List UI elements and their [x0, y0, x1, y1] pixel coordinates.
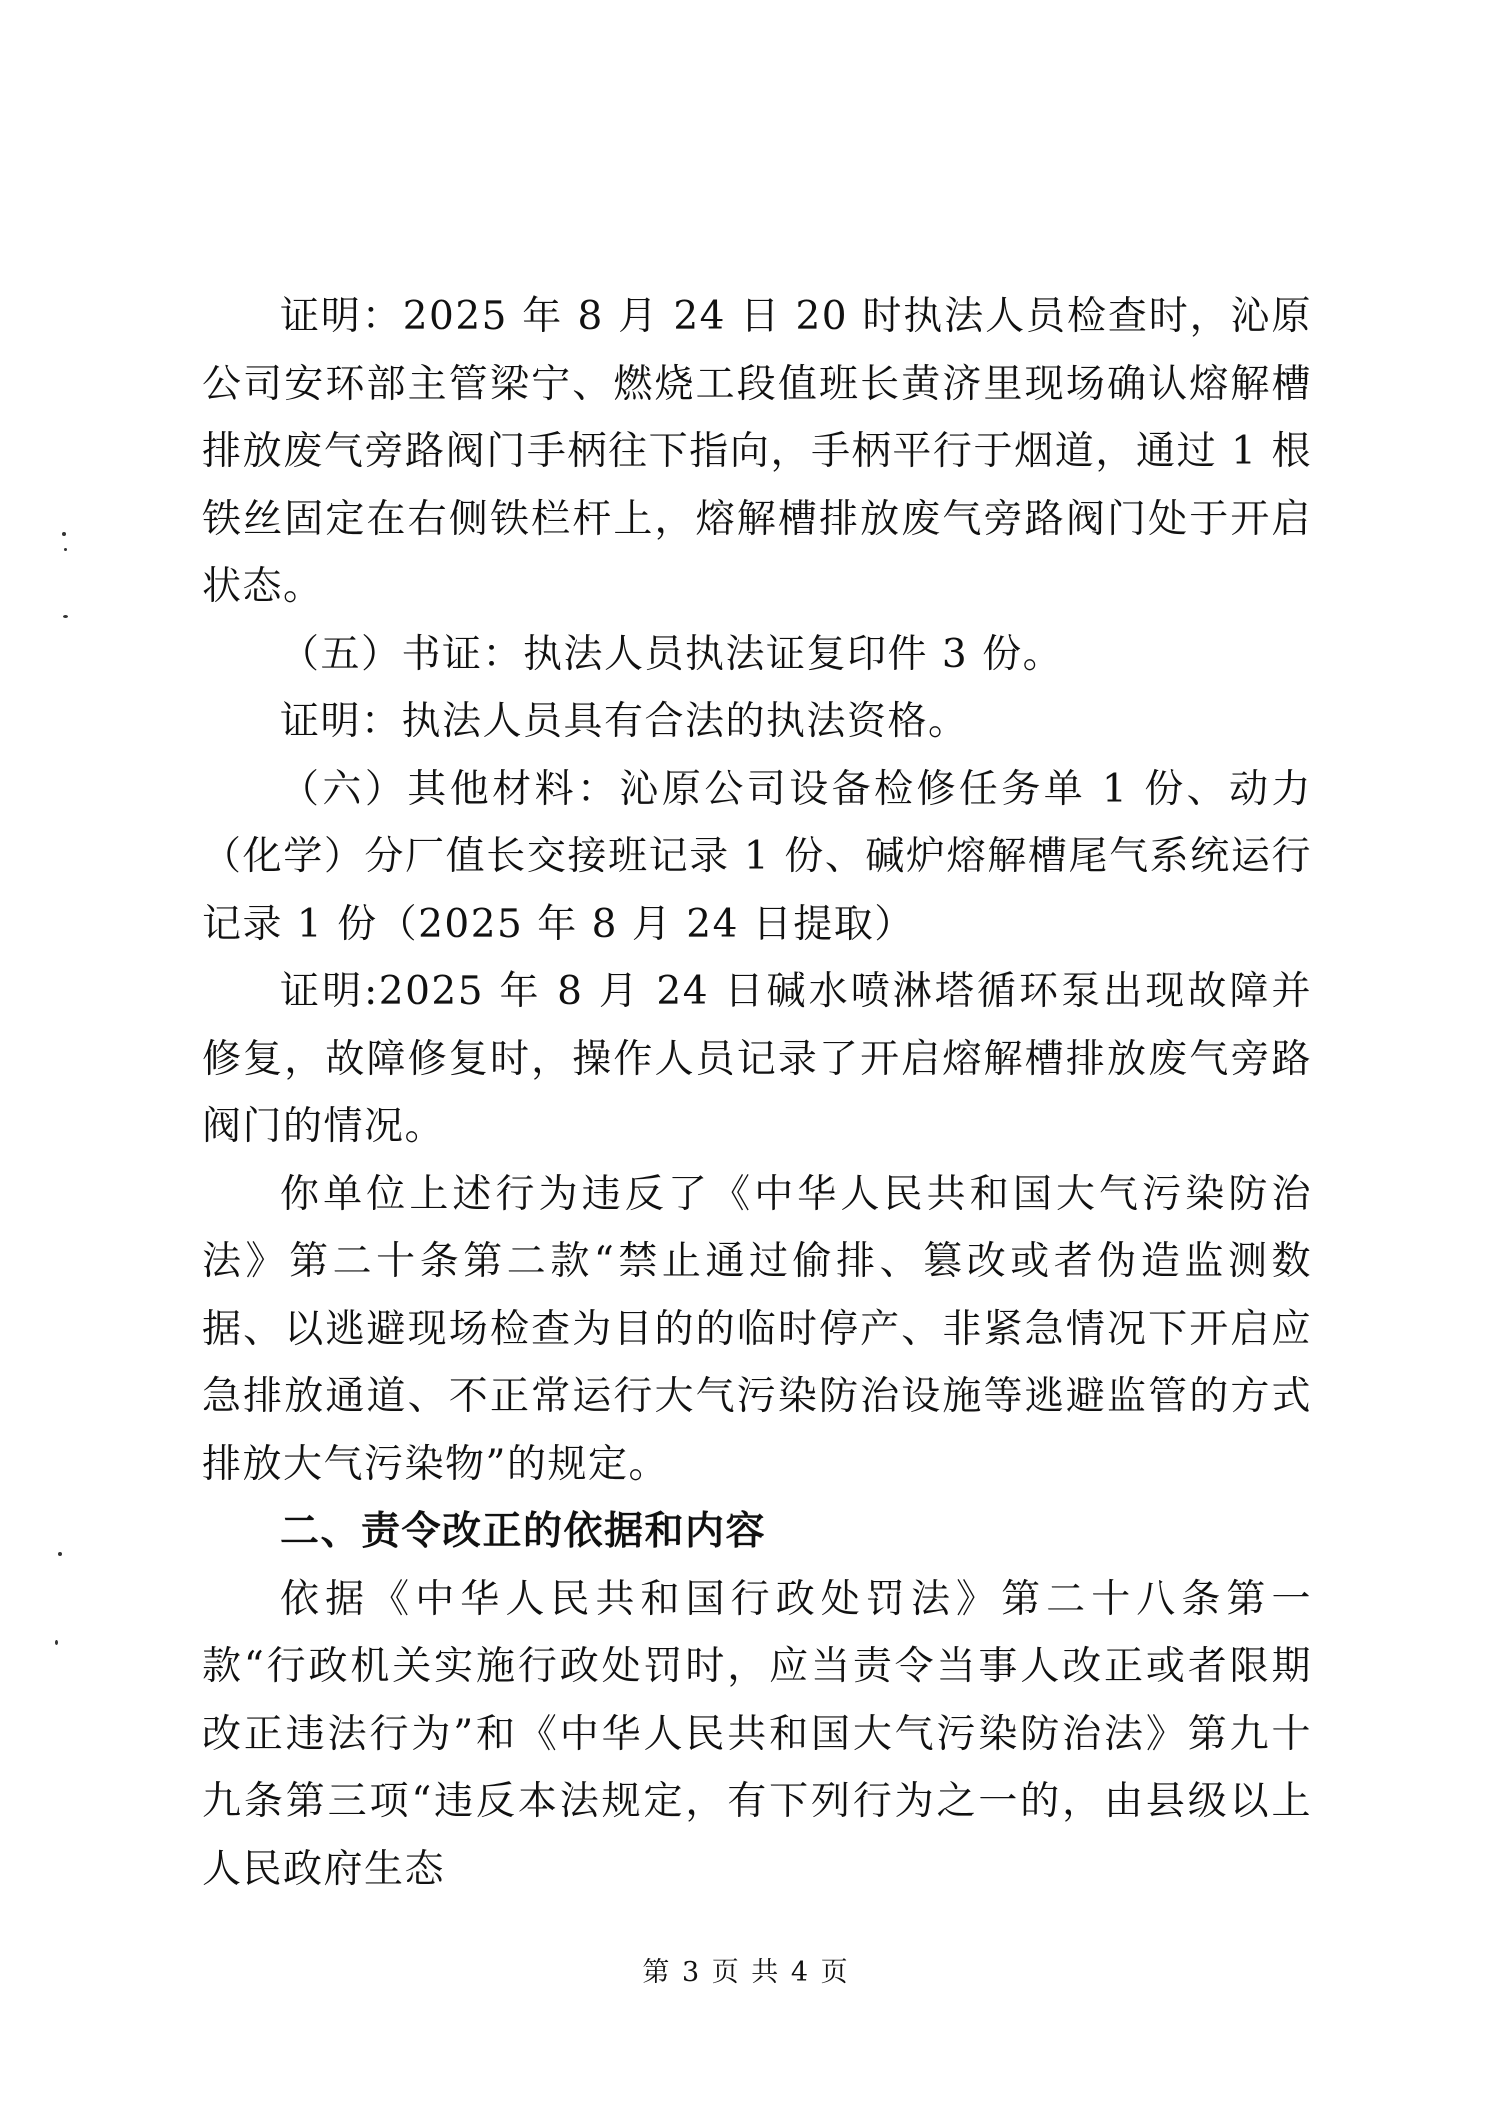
scan-speck — [58, 1552, 62, 1556]
document-body — [202, 283, 1312, 1903]
other-materials-paragraph: （六）其他材料：沁原公司设备检修任务单 1 份、动力（化学）分厂值长交接班记录 1 份、碱炉熔解槽尾气系统运行记录 1 份（2025 年 8 月 24 日提取） — [202, 766, 1312, 947]
scan-speck — [62, 532, 66, 536]
scan-speck — [55, 1640, 58, 1645]
scan-speck — [64, 548, 67, 551]
scan-speck — [63, 615, 68, 618]
page-number-footer: 第 3 页 共 4 页 — [642, 1957, 850, 1988]
section-heading: 二、责令改正的依据和内容 — [280, 1509, 767, 1554]
legal-basis-paragraph: 依据《中华人民共和国行政处罚法》第二十八条第一款“行政机关实施行政处罚时，应当责令当事人改正或者限期改正违法行为”和《中华人民共和国大气污染防治法》第九十九条第三项“违反本法规定，有下列行为之一的，由县级以上人民政府生态 — [202, 1576, 1312, 1892]
repair-proof-paragraph: 证明:2025 年 8 月 24 日碱水喷淋塔循环泵出现故障并修复，故障修复时，操作人员记录了开启熔解槽排放废气旁路阀门的情况。 — [202, 969, 1312, 1149]
documentary-evidence-paragraph: （五）书证：执法人员执法证复印件 3 份。 — [280, 631, 1064, 677]
qualification-proof-paragraph: 证明：执法人员具有合法的执法资格。 — [280, 699, 969, 744]
violation-paragraph: 你单位上述行为违反了《中华人民共和国大气污染防治法》第二十条第二款“禁止通过偷排、篡改或者伪造监测数据、以逃避现场检查为目的的临时停产、非紧急情况下开启应急排放通道、不正常运行大气污染防治设施等逃避监管的方式排放大气污染物”的规定。 — [202, 1171, 1312, 1487]
evidence-proof-paragraph: 证明：2025 年 8 月 24 日 20 时执法人员检查时，沁原公司安环部主管梁宁、燃烧工段值班长黄济里现场确认熔解槽排放废气旁路阀门手柄往下指向，手柄平行于烟道，通过 1 根铁丝固定在右侧铁栏杆上，熔解槽排放废气旁路阀门处于开启状态。 — [202, 294, 1312, 609]
